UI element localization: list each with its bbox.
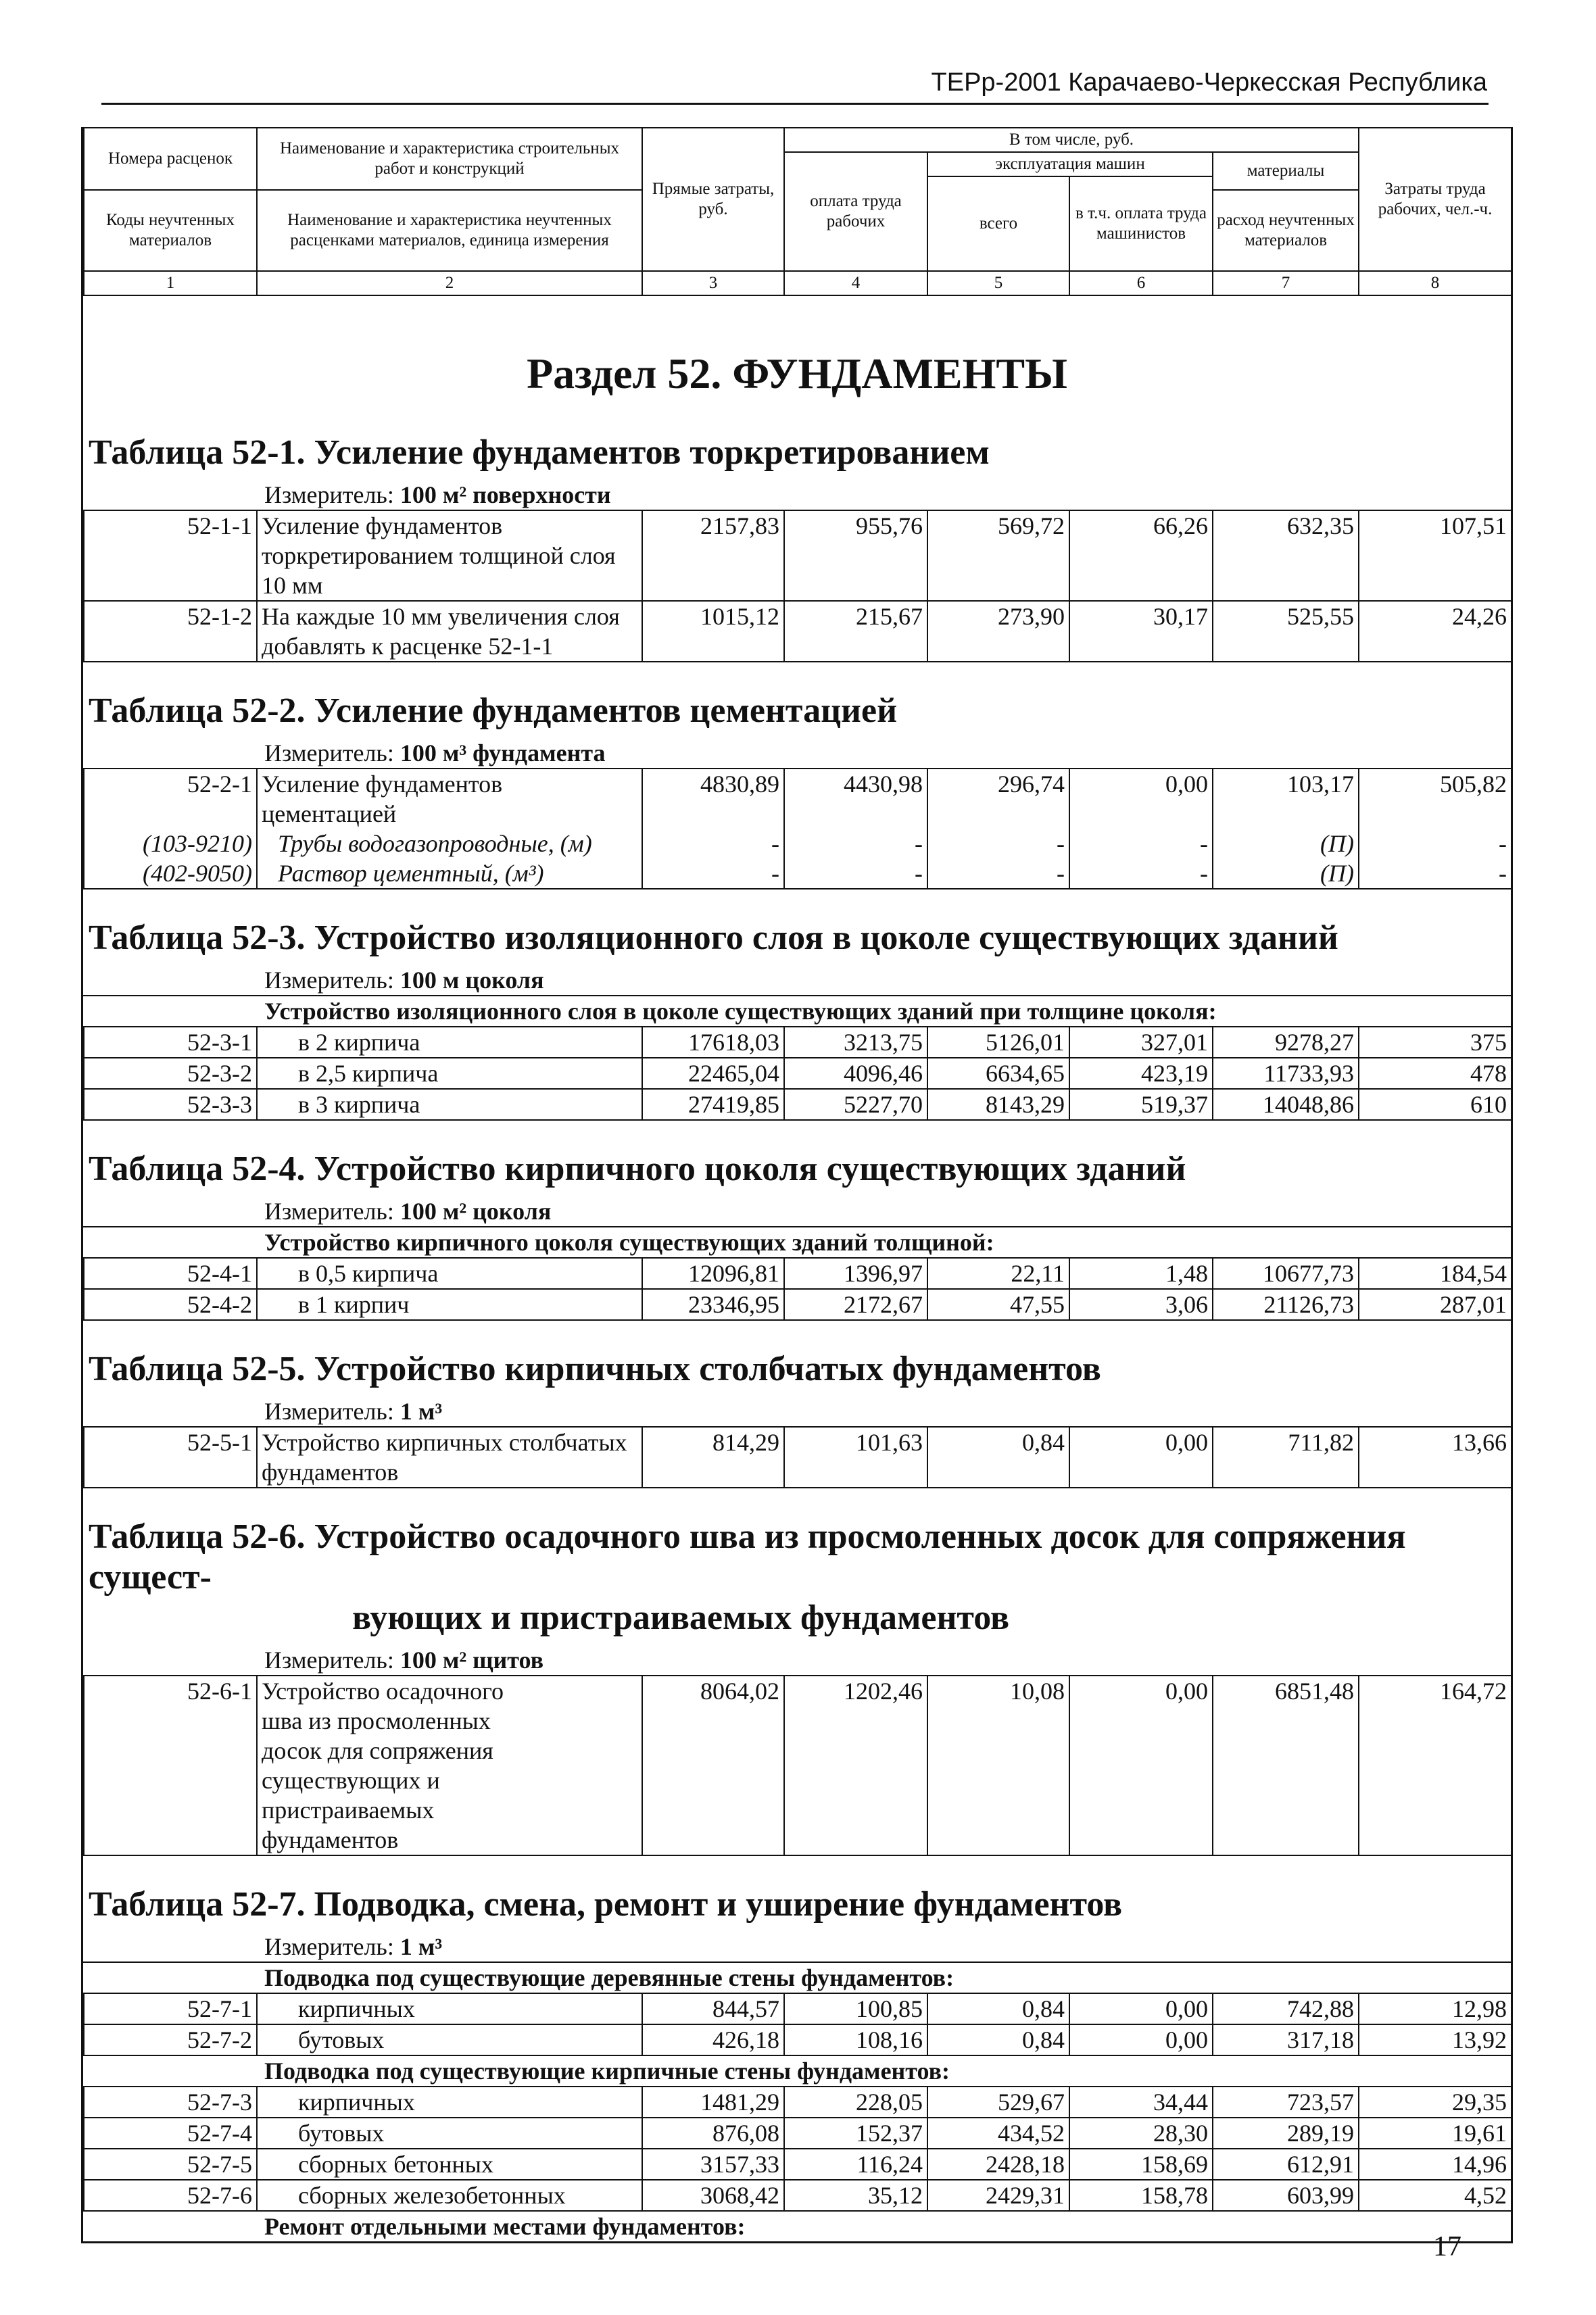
direct-costs: 3157,33 (642, 2149, 784, 2180)
header-name-bottom: Наименование и характеристика неучтенных расценками материалов, единица измерения (257, 190, 642, 271)
table-row (84, 1259, 1512, 1289)
header-num-8: 8 (1359, 271, 1512, 295)
table-52-6-meter (83, 1645, 1511, 1675)
labor-hours: 184,54 (1359, 1259, 1512, 1289)
rate-code: 52-7-2 (84, 2024, 257, 2055)
meter-value: 100 м³ фундамента (400, 739, 606, 766)
direct-costs: 426,18 (642, 2024, 784, 2055)
table-row (84, 1994, 1512, 2024)
labor-hours: 29,35 (1359, 2087, 1512, 2118)
labor-hours: 12,98 (1359, 1994, 1512, 2024)
header-num-4: 4 (784, 271, 927, 295)
machinist-wage: 0,00 (1069, 2024, 1213, 2055)
machinist-wage: 158,78 (1069, 2180, 1213, 2211)
meter-value: 100 м² поверхности (400, 481, 611, 508)
direct-costs: 8064,02 (642, 1676, 784, 1855)
worker-wage: 215,67 (784, 601, 927, 662)
meter-value: 100 м цоколя (400, 967, 544, 994)
header-num-5: 5 (927, 271, 1069, 295)
machines-total: - (927, 829, 1069, 858)
table-52-7-subhead-2: Подводка под существующие кирпичные стены фундаментов: (83, 2056, 1511, 2087)
machines-total: 0,84 (927, 2024, 1069, 2055)
direct-costs: 23346,95 (642, 1289, 784, 1320)
direct-costs: 27419,85 (642, 1089, 784, 1120)
materials: 723,57 (1213, 2087, 1359, 2118)
materials: 525,55 (1213, 601, 1359, 662)
meter-label: Измеритель: (264, 1933, 394, 1960)
table-row (84, 510, 1512, 601)
direct-costs: 4830,89 (642, 769, 784, 829)
material-name: Трубы водогазопроводные, (м) (257, 829, 642, 858)
material-code: (103-9210) (84, 829, 257, 858)
header-num-7: 7 (1213, 271, 1359, 295)
materials: 9278,27 (1213, 1027, 1359, 1058)
worker-wage: 116,24 (784, 2149, 927, 2180)
page-header: ТЕРр-2001 Карачаево-Черкесская Республика (931, 68, 1487, 97)
materials: 317,18 (1213, 2024, 1359, 2055)
machines-total: 47,55 (927, 1289, 1069, 1320)
machines-total: 569,72 (927, 510, 1069, 601)
header-code-bottom: Коды неучтенных материалов (84, 190, 257, 271)
header-machines: эксплуатация машин (927, 152, 1213, 176)
rate-code: 52-1-1 (84, 510, 257, 601)
materials: 632,35 (1213, 510, 1359, 601)
machinist-wage: 28,30 (1069, 2118, 1213, 2149)
table-52-4-title: Таблица 52-4. Устройство кирпичного цоколя существующих зданий (89, 1150, 1186, 1188)
labor-hours: 287,01 (1359, 1289, 1512, 1320)
table-52-5-meter (83, 1396, 1511, 1426)
table-52-7-part-2 (83, 2087, 1512, 2212)
table-52-6-title (83, 1509, 1511, 1645)
material-row (84, 858, 1512, 889)
worker-wage: 955,76 (784, 510, 927, 601)
machines-total: 434,52 (927, 2118, 1069, 2149)
rate-name: Усиление фундаментов цементацией (257, 769, 642, 829)
table-row (84, 2087, 1512, 2118)
direct-costs: 3068,42 (642, 2180, 784, 2211)
rate-name: бутовых (257, 2024, 642, 2055)
worker-wage: 108,16 (784, 2024, 927, 2055)
direct-costs: 12096,81 (642, 1259, 784, 1289)
meter-value: 100 м² щитов (400, 1647, 544, 1674)
rate-name: сборных железобетонных (257, 2180, 642, 2211)
meter-label: Измеритель: (264, 1647, 394, 1674)
table-52-6 (83, 1675, 1512, 1856)
page-number: 17 (1433, 2231, 1461, 2262)
machines-total: 273,90 (927, 601, 1069, 662)
machinist-wage: 3,06 (1069, 1289, 1213, 1320)
rate-code: 52-1-2 (84, 601, 257, 662)
header-name-top: Наименование и характеристика строительных работ и конструкций (257, 128, 642, 190)
rate-name: в 2 кирпича (257, 1027, 642, 1058)
rate-code: 52-3-2 (84, 1058, 257, 1089)
title-line-2: вующих и пристраиваемых фундаментов (352, 1599, 1010, 1637)
machines-total: 2428,18 (927, 2149, 1069, 2180)
meter-label: Измеритель: (264, 481, 394, 508)
labor-hours: - (1359, 858, 1512, 889)
table-row (84, 1089, 1512, 1120)
meter-value: 1 м³ (400, 1398, 443, 1425)
direct-costs: 2157,83 (642, 510, 784, 601)
worker-wage: 4430,98 (784, 769, 927, 829)
labor-hours: 505,82 (1359, 769, 1512, 829)
machinist-wage: 0,00 (1069, 769, 1213, 829)
header-material-consumption: расход неучтенных материалов (1213, 190, 1359, 271)
rate-code: 52-5-1 (84, 1427, 257, 1488)
header-machinist-wage: в т.ч. оплата труда машинистов (1069, 176, 1213, 271)
rate-name: кирпичных (257, 1994, 642, 2024)
labor-hours: 478 (1359, 1058, 1512, 1089)
rate-name: в 0,5 кирпича (257, 1259, 642, 1289)
rate-code: 52-4-1 (84, 1259, 257, 1289)
table-52-4 (83, 1259, 1512, 1321)
table-row (84, 1676, 1512, 1855)
machinist-wage: 30,17 (1069, 601, 1213, 662)
rate-code: 52-4-2 (84, 1289, 257, 1320)
worker-wage: 100,85 (784, 1994, 927, 2024)
labor-hours: 107,51 (1359, 510, 1512, 601)
labor-hours: 610 (1359, 1089, 1512, 1120)
direct-costs: - (642, 829, 784, 858)
direct-costs: 844,57 (642, 1994, 784, 2024)
machines-total: 2429,31 (927, 2180, 1069, 2211)
direct-costs: 17618,03 (642, 1027, 784, 1058)
table-52-1-title: Таблица 52-1. Усиление фундаментов торкретированием (89, 433, 990, 472)
table-row (84, 1289, 1512, 1320)
table-52-3-meter (83, 965, 1511, 995)
table-52-7-subhead-1: Подводка под существующие деревянные стены фундаментов: (83, 1961, 1511, 1994)
rate-name: в 3 кирпича (257, 1089, 642, 1120)
machines-total: 8143,29 (927, 1089, 1069, 1120)
header-num-3: 3 (642, 271, 784, 295)
materials: 103,17 (1213, 769, 1359, 829)
header-direct-costs: Прямые затраты, руб. (642, 128, 784, 271)
machines-total: 0,84 (927, 1994, 1069, 2024)
materials: 711,82 (1213, 1427, 1359, 1488)
price-table-sheet (81, 127, 1513, 2243)
material-row (84, 829, 1512, 858)
machinist-wage: 0,00 (1069, 1994, 1213, 2024)
worker-wage: 1396,97 (784, 1259, 927, 1289)
table-row (84, 1058, 1512, 1089)
rate-code: 52-3-3 (84, 1089, 257, 1120)
header-code-top: Номера расценок (84, 128, 257, 190)
machines-total: 296,74 (927, 769, 1069, 829)
machinist-wage: - (1069, 858, 1213, 889)
meter-value: 1 м³ (400, 1933, 443, 1960)
meter-label: Измеритель: (264, 1198, 394, 1225)
worker-wage: 4096,46 (784, 1058, 927, 1089)
labor-hours: 4,52 (1359, 2180, 1512, 2211)
meter-label: Измеритель: (264, 739, 394, 766)
rate-name: Устройство осадочного шва из просмоленных досок для сопряжения существующих и пристраиваемых фундаментов (257, 1676, 642, 1855)
rate-name: в 2,5 кирпича (257, 1058, 642, 1089)
table-row (84, 1027, 1512, 1058)
rate-code: 52-3-1 (84, 1027, 257, 1058)
table-row (84, 2118, 1512, 2149)
machinist-wage: - (1069, 829, 1213, 858)
machinist-wage: 1,48 (1069, 1259, 1213, 1289)
materials: 11733,93 (1213, 1058, 1359, 1089)
rate-name: Устройство кирпичных столбчатых фундаментов (257, 1427, 642, 1488)
rate-code: 52-6-1 (84, 1676, 257, 1855)
header-num-2: 2 (257, 271, 642, 295)
direct-costs: - (642, 858, 784, 889)
rate-name: сборных бетонных (257, 2149, 642, 2180)
table-52-5 (83, 1426, 1512, 1488)
table-52-7-subhead-3: Ремонт отдельными местами фундаментов: (264, 2213, 746, 2240)
rate-code: 52-2-1 (84, 769, 257, 829)
direct-costs: 876,08 (642, 2118, 784, 2149)
table-52-4-subhead: Устройство кирпичного цоколя существующих зданий толщиной: (83, 1226, 1511, 1259)
table-52-2-meter (83, 738, 1511, 768)
rate-name: Усиление фундаментов торкретированием толщиной слоя 10 мм (257, 510, 642, 601)
table-row (84, 2024, 1512, 2055)
table-row (84, 2180, 1512, 2211)
worker-wage: 35,12 (784, 2180, 927, 2211)
rate-name: кирпичных (257, 2087, 642, 2118)
table-52-5-title: Таблица 52-5. Устройство кирпичных столбчатых фундаментов (89, 1350, 1101, 1388)
rate-code: 52-7-5 (84, 2149, 257, 2180)
rate-name: На каждые 10 мм увеличения слоя добавлять к расценке 52-1-1 (257, 601, 642, 662)
column-header (83, 127, 1512, 296)
materials: 603,99 (1213, 2180, 1359, 2211)
direct-costs: 1015,12 (642, 601, 784, 662)
machines-total: 5126,01 (927, 1027, 1069, 1058)
worker-wage: - (784, 829, 927, 858)
materials: 742,88 (1213, 1994, 1359, 2024)
table-52-2-title: Таблица 52-2. Усиление фундаментов цементацией (89, 691, 898, 730)
table-52-3-title: Таблица 52-3. Устройство изоляционного слоя в цоколе существующих зданий (89, 919, 1338, 957)
header-including: В том числе, руб. (784, 128, 1359, 152)
table-52-7-title: Таблица 52-7. Подводка, смена, ремонт и уширение фундаментов (89, 1885, 1123, 1924)
table-52-3-subhead: Устройство изоляционного слоя в цоколе существующих зданий при толщине цоколя: (83, 995, 1511, 1027)
machines-total: 6634,65 (927, 1058, 1069, 1089)
worker-wage: - (784, 858, 927, 889)
machines-total: - (927, 858, 1069, 889)
materials: (П) (1213, 829, 1359, 858)
worker-wage: 2172,67 (784, 1289, 927, 1320)
machinist-wage: 66,26 (1069, 510, 1213, 601)
table-row (84, 769, 1512, 829)
machinist-wage: 0,00 (1069, 1676, 1213, 1855)
labor-hours: 24,26 (1359, 601, 1512, 662)
material-name: Раствор цементный, (м³) (257, 858, 642, 889)
machines-total: 0,84 (927, 1427, 1069, 1488)
labor-hours: - (1359, 829, 1512, 858)
header-num-1: 1 (84, 271, 257, 295)
rate-code: 52-7-1 (84, 1994, 257, 2024)
worker-wage: 5227,70 (784, 1089, 927, 1120)
labor-hours: 13,92 (1359, 2024, 1512, 2055)
machines-total: 10,08 (927, 1676, 1069, 1855)
rate-name: бутовых (257, 2118, 642, 2149)
labor-hours: 19,61 (1359, 2118, 1512, 2149)
table-52-3 (83, 1027, 1512, 1121)
materials: 6851,48 (1213, 1676, 1359, 1855)
table-52-1-meter (83, 480, 1511, 510)
machines-total: 22,11 (927, 1259, 1069, 1289)
title-line-1: Таблица 52-6. Устройство осадочного шва из просмоленных досок для сопряжения сущест- (89, 1517, 1406, 1597)
section-title: Раздел 52. ФУНДАМЕНТЫ (527, 349, 1067, 397)
table-52-2 (83, 768, 1512, 890)
labor-hours: 164,72 (1359, 1676, 1512, 1855)
rate-name: в 1 кирпич (257, 1289, 642, 1320)
table-row (84, 601, 1512, 662)
labor-hours: 14,96 (1359, 2149, 1512, 2180)
header-labor: Затраты труда рабочих, чел.-ч. (1359, 128, 1512, 271)
worker-wage: 1202,46 (784, 1676, 927, 1855)
machinist-wage: 327,01 (1069, 1027, 1213, 1058)
table-52-7-meter (83, 1932, 1511, 1961)
rate-code: 52-7-6 (84, 2180, 257, 2211)
table-52-7-part-1 (83, 1994, 1512, 2056)
table-row (84, 1427, 1512, 1488)
meter-value: 100 м² цоколя (400, 1198, 552, 1225)
table-52-4-meter (83, 1196, 1511, 1226)
header-wage: оплата труда рабочих (784, 152, 927, 271)
table-row (84, 2149, 1512, 2180)
machinist-wage: 423,19 (1069, 1058, 1213, 1089)
worker-wage: 152,37 (784, 2118, 927, 2149)
header-machines-total: всего (927, 176, 1069, 271)
labor-hours: 13,66 (1359, 1427, 1512, 1488)
materials: 10677,73 (1213, 1259, 1359, 1289)
direct-costs: 814,29 (642, 1427, 784, 1488)
machinist-wage: 34,44 (1069, 2087, 1213, 2118)
machinist-wage: 0,00 (1069, 1427, 1213, 1488)
machinist-wage: 519,37 (1069, 1089, 1213, 1120)
header-divider (101, 103, 1489, 105)
meter-label: Измеритель: (264, 967, 394, 994)
meter-label: Измеритель: (264, 1398, 394, 1425)
table-52-1 (83, 510, 1512, 662)
materials: 612,91 (1213, 2149, 1359, 2180)
materials: 289,19 (1213, 2118, 1359, 2149)
direct-costs: 1481,29 (642, 2087, 784, 2118)
worker-wage: 3213,75 (784, 1027, 927, 1058)
header-materials: материалы (1213, 152, 1359, 190)
worker-wage: 228,05 (784, 2087, 927, 2118)
materials: (П) (1213, 858, 1359, 889)
labor-hours: 375 (1359, 1027, 1512, 1058)
header-num-6: 6 (1069, 271, 1213, 295)
machinist-wage: 158,69 (1069, 2149, 1213, 2180)
rate-code: 52-7-3 (84, 2087, 257, 2118)
rate-code: 52-7-4 (84, 2118, 257, 2149)
machines-total: 529,67 (927, 2087, 1069, 2118)
worker-wage: 101,63 (784, 1427, 927, 1488)
material-code: (402-9050) (84, 858, 257, 889)
direct-costs: 22465,04 (642, 1058, 784, 1089)
materials: 14048,86 (1213, 1089, 1359, 1120)
materials: 21126,73 (1213, 1289, 1359, 1320)
